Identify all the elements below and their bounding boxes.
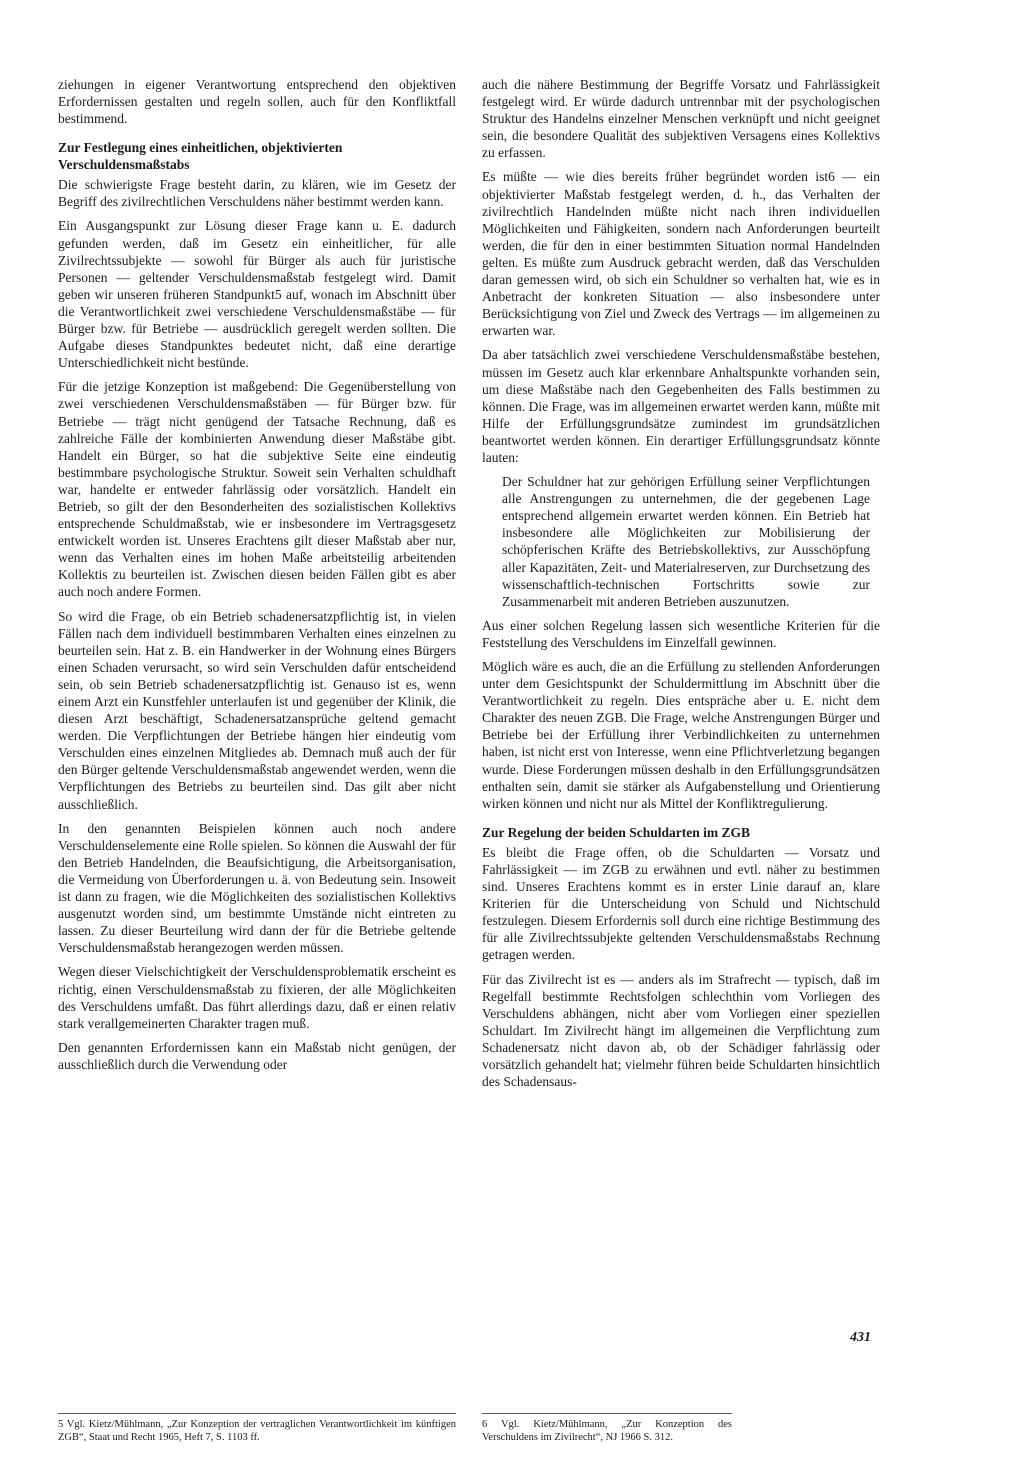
- page-number: 431: [850, 1330, 871, 1345]
- paragraph: Ein Ausgangspunkt zur Lösung dieser Frage kann u. E. dadurch gefunden werden, daß im Gesetz ein einheitlicher, für alle Zivilrechtssubjekte — sowohl für Bürger als auch für juristische Personen — geltender Verschuldensmaßstab festgelegt wird. Damit geben wir unseren früheren Standpunkt5 auf, wonach im Abschnitt über die Verantwortlichkeit zwei verschiedene Verschuldensmaßstäbe — für Bürger bzw. für Betriebe — ausdrücklich geregelt werden sollten. Die Aufgabe dieses Standpunktes bedeutet nicht, daß eine derartige Unterschiedlichkeit nicht bestünde.: [58, 218, 456, 371]
- paragraph: Die schwierigste Frage besteht darin, zu klären, wie im Gesetz der Begriff des zivilrechtlichen Verschuldens näher bestimmt werden kann.: [58, 177, 456, 210]
- paragraph: Den genannten Erfordernissen kann ein Maßstab nicht genügen, der ausschließlich durch die Verwendung oder: [58, 1039, 456, 1072]
- paragraph: Für die jetzige Konzeption ist maßgebend: Die Gegenüberstellung von zwei verschiedenen Verschuldensmaßstäben — für Bürger bzw. für Betriebe — trägt nicht genügend der Tatsache Rechnung, daß es zahlreiche Fälle der kombinierten Anwendung dieser Maßstäbe gibt. Handelt ein Bürger, so hat die subjektive Seite eine eindeutig bestimmbare psychologische Struktur. Soweit sein Verhalten schuldhaft war, handelte er entweder fahrlässig oder vorsätzlich. Handelt ein Betrieb, so gilt der den Besonderheiten des sozialistischen Kollektivs entsprechende Schuldmaßstab, wie er insbesondere im Vertragsgesetz entwickelt worden ist. Unseres Erachtens gilt dieser Maßstab aber nur, wenn das Verhalten eines im hohen Maße arbeitsteilig arbeitenden Kollektis zu beurteilen ist. Zwischen diesen beiden Fällen gibt es aber auch noch andere Formen.: [58, 379, 456, 600]
- paragraph: Möglich wäre es auch, die an die Erfüllung zu stellenden Anforderungen unter dem Gesichtspunkt der Schuldermittlung im Abschnitt über die Verantwortlichkeit zu regeln. Dies entspräche aber u. E. nicht dem Charakter des neuen ZGB. Die Frage, welche Anstrengungen Bürger und Betriebe bei der Erfüllung ihrer Verbindlichkeiten zu unternehmen haben, ist nicht erst von Interesse, wenn eine Pflichtverletzung begangen wurde. Diese Forderungen müssen deshalb in den Erfüllungsgrundsätzen enthalten sein, damit sie stärker als Aufgabenstellung und Orientierung wirken können und nicht nur als Mittel der Konfliktregulierung.: [482, 659, 880, 811]
- paragraph: Da aber tatsächlich zwei verschiedene Verschuldensmaßstäbe bestehen, müssen im Gesetz auch klar erkennbare Anhaltspunkte vorhanden sein, um diese Maßstäbe nach den Gegebenheiten des Falls bestimmen zu können. Die Frage, was im allgemeinen erwartet werden kann, müßte mit Hilfe der Erfüllungsgrundsätze zumindest im grundsätzlichen beantwortet werden können. Ein derartiger Erfüllungsgrundsatz könnte lauten:: [482, 347, 880, 465]
- block-quote: Der Schuldner hat zur gehörigen Erfüllung seiner Verpflichtungen alle Anstrengungen zu unternehmen, die der gegebenen Lage entsprechend allgemein erwartet werden können. Ein Betrieb hat insbesondere alle Möglichkeiten zur Mobilisierung der schöpferischen Kräfte des Betriebskollektivs, zur Ausschöpfung aller Kapazitäten, Zeit- und Materialreserven, zur Durchsetzung des wissenschaftlich-technischen Fortschritts sowie zur Zusammenarbeit mit anderen Betrieben auszunutzen.: [502, 474, 870, 609]
- paragraph: auch die nähere Bestimmung der Begriffe Vorsatz und Fahrlässigkeit festgelegt wird. Er würde dadurch untrennbar mit der psychologischen Struktur des Handelns einzelner Menschen verknüpft und nicht geeignet sein, die besondere Qualität des subjektiven Versagens eines Kollektivs zu erfassen.: [482, 77, 880, 161]
- paragraph: So wird die Frage, ob ein Betrieb schadenersatzpflichtig ist, in vielen Fällen nach dem individuell bestimmbaren Verhalten eines einzelnen zu beurteilen sein. Hat z. B. ein Handwerker in der Wohnung eines Bürgers einen Schaden verursacht, so wird sein Verschulden dafür entscheidend sein, ob sein Betrieb schadenersatzpflichtig ist. Genauso ist es, wenn einem Arzt ein Kunstfehler unterlaufen ist und gegenüber der Klinik, die diesen Arzt beschäftigt, Schadenersatzansprüche geltend gemacht werden. Die Verpflichtungen der Betriebe hängen hier eindeutig vom Verschulden eines einzelnen Mitgliedes ab. Demnach muß auch der für den Bürger geltende Verschuldensmaßstab angewendet werden, wenn die Verpflichtungen des Betriebs zu beurteilen sind. Das gilt aber nicht ausschließlich.: [58, 608, 456, 812]
- section-heading: Zur Festlegung eines einheitlichen, objektivierten Verschuldensmaßstabs: [58, 140, 343, 173]
- footnote-text: 5 Vgl. Kietz/Mühlmann, „Zur Konzeption der vertraglichen Verantwortlichkeit im künftigen ZGB“, Staat und Recht 1965, Heft 7, S. 1103 ff.: [58, 1419, 456, 1443]
- paragraph: In den genannten Beispielen können auch noch andere Verschuldenselemente eine Rolle spielen. So können die Auswahl der für den Betrieb Handelnden, die Beaufsichtigung, die Arbeitsorganisation, die Vermeidung von Überforderungen u. ä. von Bedeutung sein. Insoweit ist dann zu fragen, wie die Möglichkeiten des sozialistischen Kollektivs ausgenutzt worden sind, um bestimmte Umstände nicht eintreten zu lassen. Zu dieser Beurteilung wird dann der für die Betriebe geltende Verschuldensmaßstab herangezogen werden müssen.: [58, 820, 456, 956]
- paragraph: ziehungen in eigener Verantwortung entsprechend den objektiven Erfordernissen gestalten und regeln sollen, auch für den Konfliktfall bestimmend.: [58, 77, 456, 127]
- paragraph: Aus einer solchen Regelung lassen sich wesentliche Kriterien für die Feststellung des Verschuldens im Einzelfall gewinnen.: [482, 617, 880, 650]
- left-column: [58, 76, 456, 1080]
- footnote-left: [58, 1413, 456, 1444]
- footnote-right: [482, 1413, 732, 1444]
- paragraph: Es müßte — wie dies bereits früher begründet worden ist6 — ein objektivierter Maßstab festgelegt werden, d. h., das Verhalten der zivilrechtlich Handelnden müßte nicht nach ihren individuellen Möglichkeiten und Fähigkeiten, sondern nach Anforderungen beurteilt werden, die für den in einer bestimmten Situation normal Handelnden gelten. Es müßte zum Ausdruck gebracht werden, daß das Verschulden daran gemessen wird, ob sich ein Schuldner so verhalten hat, wie es in Anbetracht der konkreten Situation — also insbesondere unter Berücksichtigung von Ziel und Zweck des Vertrags — im allgemeinen zu erwarten war.: [482, 169, 880, 339]
- right-column: [482, 76, 880, 1097]
- section-heading: Zur Regelung der beiden Schuldarten im ZGB: [482, 824, 751, 840]
- paragraph: Wegen dieser Vielschichtigkeit der Verschuldensproblematik erscheint es richtig, einen Verschuldensmaßstab zu fixieren, der alle Möglichkeiten des Verschuldens umfaßt. Das führt allerdings dazu, daß er einen relativ stark verallgemeinerten Charakter tragen muß.: [58, 964, 456, 1031]
- paragraph: Für das Zivilrecht ist es — anders als im Strafrecht — typisch, daß im Regelfall bestimmte Rechtsfolgen schlechthin vom Vorliegen des Verschuldens abhängen, nicht aber vom Vorliegen einer speziellen Schuldart. Im Zivilrecht hängt im allgemeinen die Verpflichtung zum Schadenersatz nicht davon ab, ob der Schädiger fahrlässig oder vorsätzlich gehandelt hat; vielmehr führen beide Schuldarten hinsichtlich des Schadensaus-: [482, 971, 880, 1090]
- footnote-text: 6 Vgl. Kietz/Mühlmann, „Zur Konzeption des Verschuldens im Zivilrecht“, NJ 1966 S. 312.: [482, 1419, 732, 1443]
- paragraph: Es bleibt die Frage offen, ob die Schuldarten — Vorsatz und Fahrlässigkeit — im ZGB zu erwähnen und evtl. näher zu bestimmen sind. Unseres Erachtens kommt es in erster Linie darauf an, klare Kriterien für die Unterscheidung von Schuld und Nichtschuld festzulegen. Diesem Erfordernis soll durch eine richtige Bestimmung des für alle Zivilrechtssubjekte geltenden Verschuldensmaßstabs Rechnung getragen werden.: [482, 844, 880, 963]
